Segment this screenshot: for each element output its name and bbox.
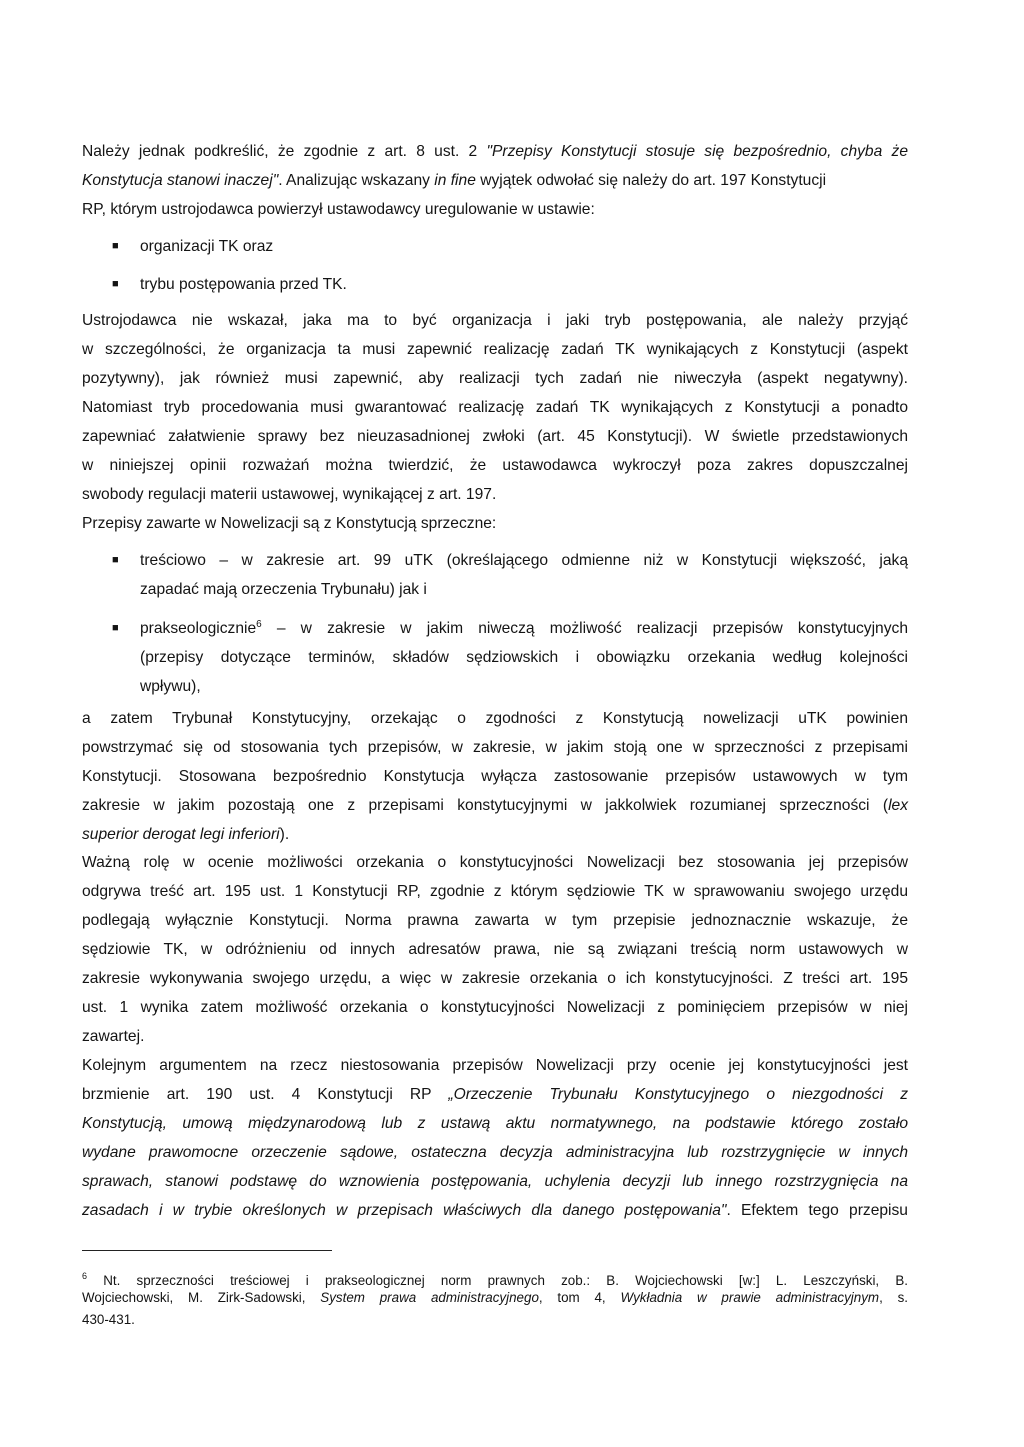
text-line: pozytywny), jak również musi zapewnić, aby realizacji tych zadań nie niweczyła (aspekt negatywny).	[82, 370, 908, 387]
text-line: (przepisy dotyczące terminów, składów sędziowskich i obowiązku orzekania według kolejności	[140, 649, 908, 666]
text-line: w niniejszej opinii rozważań można twierdzić, że ustawodawca wykroczył poza zakres dopuszczalnej	[82, 457, 908, 474]
list-item-text	[140, 546, 908, 604]
text-line: zapewniać załatwienie sprawy bez nieuzasadnionej zwłoki (art. 45 Konstytucji). W świetle przedstawionych	[82, 428, 908, 445]
text-line: a zatem Trybunał Konstytucyjny, orzekając o zgodności z Konstytucją nowelizacji uTK powinien	[82, 710, 908, 727]
quote-italic: Konstytucja stanowi inaczej"	[82, 172, 279, 189]
quote-italic: sprawach, stanowi podstawę do wznowienia postępowania, uchylenia decyzji lub innego rozstrzygnięcia na	[82, 1173, 908, 1190]
latin-italic: superior derogat legi inferiori	[82, 826, 280, 843]
text-line: zapadać mają orzeczenia Trybunału) jak i	[140, 581, 427, 598]
text-line: 430-431.	[82, 1312, 135, 1327]
text-run: . Analizując wskazany	[278, 172, 435, 189]
text-line: Kolejnym argumentem na rzecz niestosowania przepisów Nowelizacji przy ocenie jej konstytucyjności jest	[82, 1057, 908, 1074]
bullet-icon: ■	[112, 278, 119, 290]
text-line: sędziowie TK, w odróżnieniu od innych adresatów prawa, nie są związani treścią norm ustawowych w	[82, 941, 908, 958]
bullet-icon: ■	[112, 622, 119, 634]
text-line: w szczególności, że organizacja ta musi zapewnić realizację zadań TK wynikających z Konstytucji (aspekt	[82, 341, 908, 358]
paragraph-intro	[82, 137, 908, 224]
bullet-icon: ■	[112, 240, 119, 252]
text-line	[82, 137, 908, 166]
text-line: powstrzymać się od stosowania tych przepisów, w zakresie, w jakim stoją one w sprzeczności z przepisami	[82, 739, 908, 756]
text-line: Konstytucji. Stosowana bezpośrednio Konstytucja wyłącza zastosowanie przepisów ustawowych w tym	[82, 768, 908, 785]
list-item-text	[140, 614, 908, 701]
text-line	[82, 1138, 908, 1167]
footnote-divider	[82, 1250, 332, 1251]
text-run: prakseologicznie	[140, 620, 257, 637]
text-line: treściowo – w zakresie art. 99 uTK (określającego odmienne niż w Konstytucji większość, jaką	[140, 552, 908, 569]
text-run: wyjątek odwołać się należy do art. 197 Konstytucji	[475, 172, 827, 189]
latin-italic: in fine	[434, 172, 476, 189]
text-run: . Efektem tego przepisu	[726, 1202, 908, 1219]
text-line	[82, 166, 908, 195]
text-line	[82, 1167, 908, 1196]
text-run: , s.	[879, 1290, 909, 1305]
text-line: ust. 1 wynika zatem możliwość orzekania o konstytucyjności Nowelizacji z pominięciem przepisów w niej	[82, 999, 908, 1016]
text-line	[140, 614, 908, 643]
text-line: Natomiast tryb procedowania musi gwarantować realizację zadań TK wynikających z Konstytucji a ponadto	[82, 399, 908, 416]
text-run: – w zakresie w jakim niweczą możliwość realizacji przepisów konstytucyjnych	[261, 620, 908, 637]
text-line	[82, 820, 908, 849]
list-item	[82, 270, 908, 299]
text-line: zakresie wykonywania swojego urzędu, a więc w zakresie orzekania o ich konstytucyjności. Z treści art. 195	[82, 970, 908, 987]
list-item	[82, 232, 908, 261]
list-item	[82, 546, 908, 604]
text-line: wpływu),	[140, 678, 201, 695]
quote-italic: wydane prawomocne orzeczenie sądowe, ostateczna decyzja administracyjna lub rozstrzygnięcie w innych	[82, 1144, 908, 1161]
text-line	[82, 1265, 908, 1287]
bullet-icon: ■	[112, 554, 119, 566]
text-line: zawartej.	[82, 1028, 145, 1045]
footnote-number: 6	[82, 1271, 88, 1281]
text-line: Ważną rolę w ocenie możliwości orzekania o konstytucyjności Nowelizacji bez stosowania jej przepisów	[82, 854, 908, 871]
text-line: RP, którym ustrojodawca powierzył ustawodawcy uregulowanie w ustawie:	[82, 201, 595, 218]
text-run: zakresie w jakim pozostają one z przepisami konstytucyjnymi w jakkolwiek rozumianej sprzeczności (	[82, 797, 889, 814]
quote-italic: Konstytucją, umową międzynarodową lub z ustawą aktu normatywnego, na podstawie którego zostało	[82, 1115, 908, 1132]
text-run: Należy jednak podkreślić, że zgodnie z art. 8 ust. 2	[82, 143, 487, 160]
text-line	[82, 1080, 908, 1109]
text-line: Przepisy zawarte w Nowelizacji są z Konstytucją sprzeczne:	[82, 515, 497, 532]
list-item-text: organizacji TK oraz	[140, 238, 274, 255]
text-line	[82, 1287, 908, 1309]
paragraph-art-195	[82, 848, 908, 1051]
paragraph-contradiction-intro	[82, 509, 908, 538]
text-line	[82, 1196, 908, 1225]
paragraph-art-190	[82, 1051, 908, 1225]
book-title-italic: System prawa administracyjnego	[320, 1290, 539, 1305]
paragraph-organization	[82, 306, 908, 509]
list-item-text: trybu postępowania przed TK.	[140, 276, 347, 293]
latin-italic: lex	[888, 797, 908, 814]
text-line	[82, 791, 908, 820]
text-run: brzmienie art. 190 ust. 4 Konstytucji RP	[82, 1086, 449, 1103]
paragraph-conclusion	[82, 704, 908, 849]
footnote-ref[interactable]: 6	[256, 619, 262, 630]
quote-italic: „Orzeczenie Trybunału Konstytucyjnego o niezgodności z	[448, 1086, 908, 1103]
list-item	[82, 614, 908, 701]
text-run: Nt. sprzeczności treściowej i prakseologicznej norm prawnych zob.: B. Wojciechowski [w:] L. Leszczyński, B.	[87, 1273, 908, 1288]
text-line: odgrywa treść art. 195 ust. 1 Konstytucji RP, zgodnie z którym sędziowie TK w sprawowaniu swojego urzędu	[82, 883, 908, 900]
book-title-italic: Wykładnia w prawie administracyjnym	[620, 1290, 880, 1305]
text-run: , tom 4,	[538, 1290, 621, 1305]
text-line: swobody regulacji materii ustawowej, wynikającej z art. 197.	[82, 486, 497, 503]
text-line: podlegają wyłącznie Konstytucji. Norma prawna zawarta w tym przepisie jednoznacznie wskazuje, że	[82, 912, 908, 929]
text-line	[82, 1109, 908, 1138]
text-run: Wojciechowski, M. Zirk-Sadowski,	[82, 1290, 321, 1305]
text-line: Ustrojodawca nie wskazał, jaka ma to być organizacja i jaki tryb postępowania, ale należy przyjąć	[82, 312, 908, 329]
quote-italic: zasadach i w trybie określonych w przepisach właściwych dla danego postępowania"	[82, 1202, 727, 1219]
text-run: ).	[279, 826, 290, 843]
quote-italic: "Przepisy Konstytucji stosuje się bezpośrednio, chyba że	[486, 143, 908, 160]
footnote	[82, 1265, 908, 1331]
